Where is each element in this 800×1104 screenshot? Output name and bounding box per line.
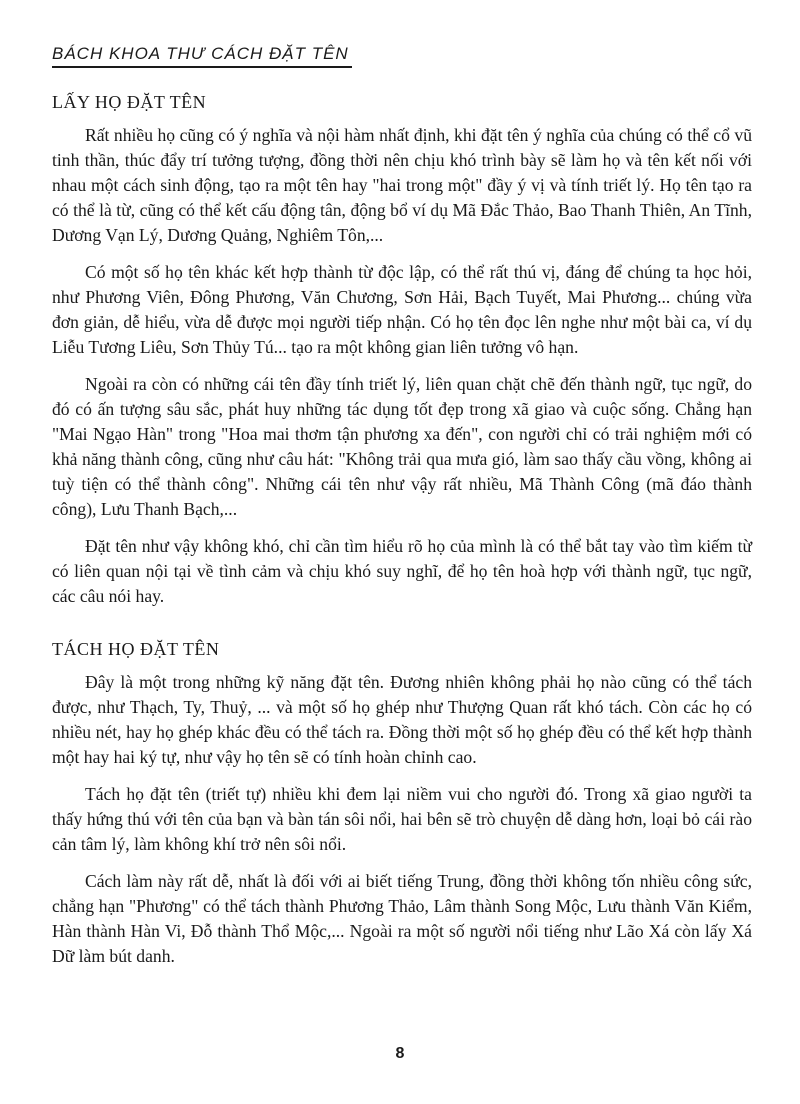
paragraph: Rất nhiều họ cũng có ý nghĩa và nội hàm nhất định, khi đặt tên ý nghĩa của chúng có thể cổ vũ tinh thần, thúc đẩy trí tưởng tượng, đồng thời nên chịu khó trình bày sẽ làm họ và tên kết nối với nhau một cách sinh động, tạo ra một tên hay "hai trong một" đầy ý vị và tính triết lý. Họ tên tạo ra có thể là từ, cũng có thể kết cấu động tân, động bổ ví dụ Mã Đắc Thảo, Bao Thanh Thiên, An Tĩnh, Dương Vạn Lý, Dương Quảng, Nghiêm Tôn,... [52,125,752,245]
paragraph: Đặt tên như vậy không khó, chỉ cần tìm hiểu rõ họ của mình là có thể bắt tay vào tìm kiếm từ có liên quan nội tại về tình cảm và chịu khó suy nghĩ, để họ tên hoà hợp với thành ngữ, tục ngữ, các câu nói hay. [52,536,752,606]
paragraph: Có một số họ tên khác kết hợp thành từ độc lập, có thể rất thú vị, đáng để chúng ta học hỏi, như Phương Viên, Đông Phương, Văn Chương, Sơn Hải, Bạch Tuyết, Mai Phương... chúng vừa đơn giản, dễ hiểu, vừa dễ được mọi người tiếp nhận. Có họ tên đọc lên nghe như một bài ca, ví dụ Liễu Tương Liêu, Sơn Thủy Tú... tạo ra một không gian liên tưởng vô hạn. [52,262,752,357]
section-title: LẤY HỌ ĐẶT TÊN [52,92,207,112]
paragraph: Đây là một trong những kỹ năng đặt tên. Đương nhiên không phải họ nào cũng có thể tách được, như Thạch, Ty, Thuỷ, ... và một số họ ghép như Thượng Quan rất khó tách. Còn các họ có nhiều nét, hay họ ghép khác đều có thể tách ra. Đồng thời một số họ ghép đều có thể kết hợp thành một hay hai ký tự, như vậy họ tên sẽ có tính hoàn chỉnh cao. [52,672,752,767]
paragraph: Ngoài ra còn có những cái tên đầy tính triết lý, liên quan chặt chẽ đến thành ngữ, tục ngữ, do đó có ấn tượng sâu sắc, phát huy những tác dụng tốt đẹp trong xã giao và cuộc sống. Chẳng hạn "Mai Ngạo Hàn" trong "Hoa mai thơm tận phương xa đến", con người chỉ có trải nghiệm mới có khả năng thành công, cũng như câu hát: "Không trải qua mưa gió, làm sao thấy cầu vồng, không ai tuỳ tiện có thể thành công". Những cái tên như vậy rất nhiều, Mã Thành Công (mã đáo thành công), Lưu Thanh Bạch,... [52,374,752,519]
section-lay-ho-dat-ten [52,92,752,609]
paragraph: Cách làm này rất dễ, nhất là đối với ai biết tiếng Trung, đồng thời không tốn nhiều công sức, chẳng hạn "Phương" có thể tách thành Phương Thảo, Lâm thành Song Mộc, Lưu thành Văn Kiểm, Hàn thành Hàn Vi, Đỗ thành Thổ Mộc,... Ngoài ra một số người nổi tiếng như Lão Xá còn lấy Xá Dữ làm bút danh. [52,871,752,966]
header-rule [52,66,352,68]
section-tach-ho-dat-ten [52,639,752,969]
page-content [52,92,752,999]
running-header: BÁCH KHOA THƯ CÁCH ĐẶT TÊN [52,44,349,63]
paragraph: Tách họ đặt tên (triết tự) nhiều khi đem lại niềm vui cho người đó. Trong xã giao người ta thấy hứng thú với tên của bạn và bàn tán sôi nổi, hai bên sẽ trò chuyện dễ dàng hơn, loại bỏ cái rào cản tâm lý, làm không khí trở nên sôi nổi. [52,784,752,854]
section-title: TÁCH HỌ ĐẶT TÊN [52,639,220,659]
page-number: 8 [395,1045,405,1062]
